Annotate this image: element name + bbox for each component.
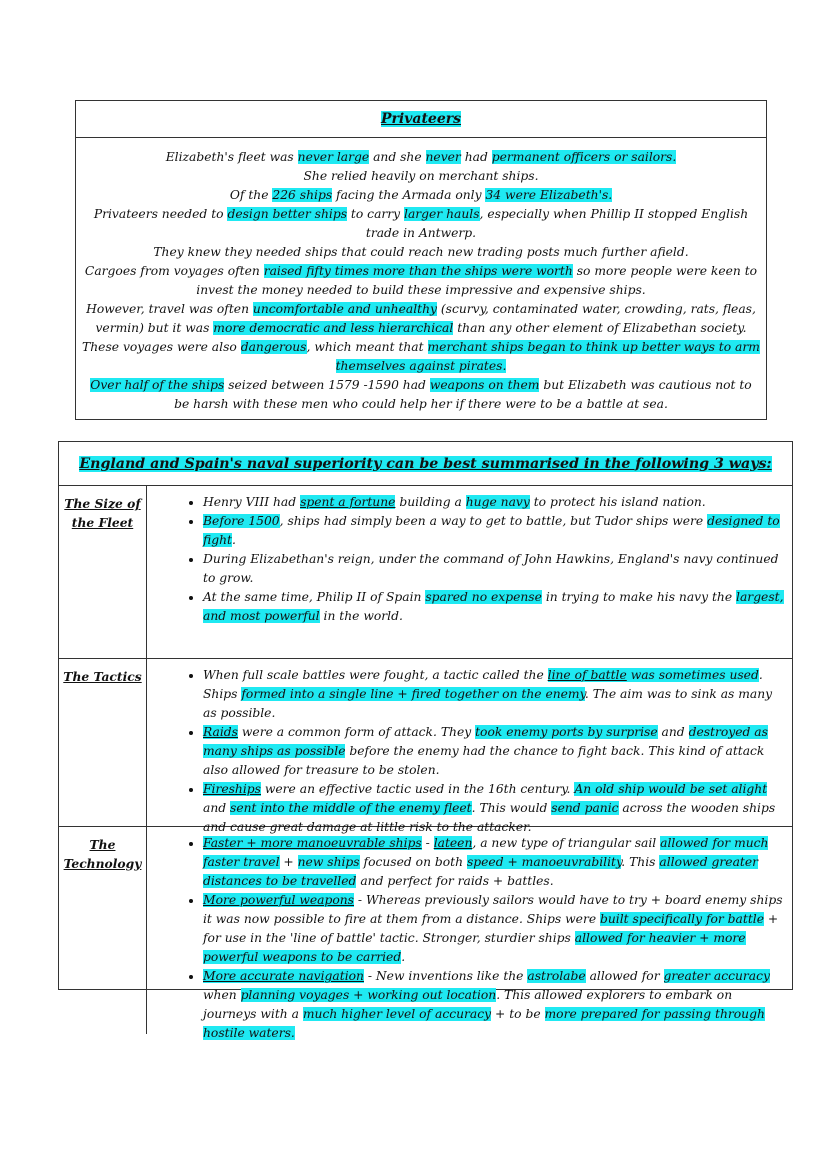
text-segment: before the enemy had the chance to fight back. This kind of attack also allowed for treasure to be stolen. — [203, 744, 765, 777]
highlighted-text: took enemy ports by surprise — [475, 725, 658, 739]
highlighted-text: was sometimes used — [626, 668, 759, 682]
text-segment: and — [203, 801, 231, 815]
list-item — [203, 666, 784, 723]
table-row — [59, 486, 792, 659]
text-segment: to carry — [347, 207, 405, 221]
row-content-cell — [147, 827, 792, 1040]
text-segment: Of the — [229, 188, 273, 202]
row-label: The Tactics — [63, 669, 142, 684]
highlighted-text: send panic — [551, 801, 619, 815]
text-segment: seized between 1579 -1590 had — [224, 378, 430, 392]
highlighted-text: design better ships — [227, 207, 348, 221]
highlighted-text: more democratic and less hierarchical — [213, 321, 454, 335]
privateers-line — [82, 376, 760, 414]
highlighted-text: never large — [297, 150, 370, 164]
list-item — [203, 723, 784, 780]
highlighted-text: planning voyages + working out location — [240, 988, 497, 1002]
text-segment: She relied heavily on merchant ships. — [303, 169, 539, 183]
privateers-line — [82, 338, 760, 376]
highlighted-text: More accurate navigation — [203, 969, 364, 983]
privateers-box — [75, 100, 767, 420]
highlighted-text: designed to fight — [203, 514, 780, 547]
highlighted-text: allowed for heavier + more powerful weapons to be carried — [203, 931, 746, 964]
superiority-header — [59, 442, 792, 486]
privateers-header — [76, 101, 766, 138]
text-segment: . — [231, 533, 236, 547]
highlighted-text: destroyed as many ships as possible — [203, 725, 768, 758]
text-segment: However, travel was often — [86, 302, 253, 316]
text-segment: in the world. — [319, 609, 403, 623]
text-segment: During Elizabethan's reign, under the command of John Hawkins, England's navy continued to grow. — [203, 552, 779, 585]
text-segment: Privateers needed to — [93, 207, 228, 221]
row-content-cell — [147, 486, 792, 658]
text-segment: focused on both — [359, 855, 467, 869]
highlighted-text: Over half of the ships — [90, 378, 225, 392]
text-segment: . This allowed explorers to embark on journeys with a — [203, 988, 733, 1021]
superiority-title: England and Spain's naval superiority can be best summarised in the following 3 ways: — [79, 455, 772, 472]
text-segment: + for use in the 'line of battle' tactic. Stronger, sturdier ships — [203, 912, 779, 945]
highlighted-text: permanent officers or sailors. — [491, 150, 677, 164]
highlighted-text: sent into the middle of the enemy fleet — [230, 801, 472, 815]
privateers-line — [82, 262, 760, 300]
table-row — [59, 659, 792, 834]
text-segment: to protect his island nation. — [529, 495, 706, 509]
text-segment: and she — [369, 150, 426, 164]
bullet-list — [173, 834, 784, 1043]
highlighted-text: Raids — [203, 725, 238, 739]
row-content-cell — [147, 659, 792, 834]
highlighted-text: raised fifty times more than the ships were worth — [263, 264, 573, 278]
text-segment: but Elizabeth was cautious not to be harsh with these men who could help her if there were to be a battle at sea. — [174, 378, 752, 411]
text-segment: . This — [621, 855, 660, 869]
list-item — [203, 493, 784, 512]
text-segment: allowed for — [585, 969, 664, 983]
text-segment: in trying to make his navy the — [541, 590, 737, 604]
text-segment: were a common form of attack. They — [238, 725, 476, 739]
highlighted-text: spared no expense — [425, 590, 542, 604]
text-segment: - New inventions like the — [363, 969, 528, 983]
row-label: The Size of the Fleet — [64, 496, 141, 530]
privateers-line — [82, 300, 760, 338]
highlighted-text: weapons on them — [429, 378, 540, 392]
highlighted-text: Faster + more manoeuvrable ships — [203, 836, 422, 850]
highlighted-text: uncomfortable and unhealthy — [252, 302, 437, 316]
text-segment: Henry VIII had — [203, 495, 301, 509]
list-item — [203, 512, 784, 550]
text-segment: These voyages were also — [82, 340, 241, 354]
text-segment: . The aim was to sink as many as possible. — [203, 687, 773, 720]
text-segment: . Ships — [203, 668, 763, 701]
text-segment: , a new type of triangular sail — [472, 836, 661, 850]
bullet-list — [173, 666, 784, 837]
highlighted-text: huge navy — [465, 495, 530, 509]
highlighted-text: allowed greater distances to be travelled — [203, 855, 759, 888]
highlighted-text: largest, and most powerful — [203, 590, 784, 623]
text-segment: and — [657, 725, 689, 739]
highlighted-text: much higher level of accuracy — [302, 1007, 492, 1021]
privateers-line — [82, 167, 760, 186]
highlighted-text: never — [425, 150, 461, 164]
text-segment: facing the Armada only — [332, 188, 486, 202]
text-segment: When full scale battles were fought, a tactic called the — [203, 668, 548, 682]
text-segment: . — [401, 950, 406, 964]
text-segment: than any other element of Elizabethan society. — [453, 321, 747, 335]
highlighted-text: Before 1500 — [203, 514, 280, 528]
text-segment: , which meant that — [306, 340, 428, 354]
text-segment: They knew they needed ships that could reach new trading posts much further afield. — [153, 245, 689, 259]
highlighted-text: spent a fortune — [300, 495, 396, 509]
privateers-line — [82, 148, 760, 167]
text-segment: + to be — [491, 1007, 545, 1021]
text-segment: - — [421, 836, 434, 850]
privateers-line — [82, 205, 760, 243]
text-segment: when — [203, 988, 241, 1002]
highlighted-text: Fireships — [203, 782, 261, 796]
row-label-cell — [59, 486, 147, 658]
text-segment: , especially when Phillip II stopped English trade in Antwerp. — [365, 207, 749, 240]
superiority-rows — [59, 486, 792, 1040]
text-segment: building a — [395, 495, 466, 509]
row-label-cell — [59, 659, 147, 826]
text-segment: Cargoes from voyages often — [84, 264, 264, 278]
text-segment: and perfect for raids + battles. — [356, 874, 554, 888]
row-label-cell — [59, 827, 147, 1034]
highlighted-text: more prepared for passing through hostile waters. — [203, 1007, 765, 1040]
text-segment: across the wooden ships and cause great damage at little risk to the attacker. — [203, 801, 776, 834]
list-item — [203, 588, 784, 626]
list-item — [203, 891, 784, 967]
superiority-table — [58, 441, 793, 1040]
highlighted-text: 34 were Elizabeth's. — [485, 188, 613, 202]
highlighted-text: formed into a single line + fired together on the enemy — [241, 687, 585, 701]
privateers-line — [82, 186, 760, 205]
text-segment: had — [460, 150, 492, 164]
row-label: The Technology — [63, 837, 142, 871]
text-segment: , ships had simply been a way to get to battle, but Tudor ships were — [279, 514, 708, 528]
text-segment: Elizabeth's fleet was — [165, 150, 298, 164]
privateers-line — [82, 243, 760, 262]
text-segment: . This would — [471, 801, 552, 815]
text-segment: (scurvy, contaminated water, crowding, rats, fleas, vermin) but it was — [95, 302, 756, 335]
list-item — [203, 834, 784, 891]
text-segment: - Whereas previously sailors would have to try + board enemy ships it was now possible to fire at them from a distance. Ships were — [203, 893, 783, 926]
text-segment: were an effective tactic used in the 16th century. — [260, 782, 575, 796]
highlighted-text: larger hauls — [404, 207, 480, 221]
highlighted-text: speed + manoeuvrability — [466, 855, 622, 869]
highlighted-text: lateen — [433, 836, 473, 850]
text-segment: so more people were keen to invest the money needed to build these impressive and expensive ships. — [196, 264, 758, 297]
highlighted-text: new ships — [297, 855, 360, 869]
highlighted-text: More powerful weapons — [203, 893, 354, 907]
highlighted-text: greater accuracy — [663, 969, 770, 983]
highlighted-text: allowed for much faster travel — [203, 836, 769, 869]
highlighted-text: merchant ships began to think up better ways to arm themselves against pirates. — [335, 340, 760, 373]
table-row — [59, 827, 792, 1040]
bullet-list — [173, 493, 784, 626]
privateers-body — [76, 138, 766, 414]
list-item — [203, 967, 784, 1043]
list-item — [203, 550, 784, 588]
highlighted-text: 226 ships — [272, 188, 333, 202]
highlighted-text: line of battle — [547, 668, 627, 682]
privateers-title: Privateers — [381, 111, 461, 127]
highlighted-text: dangerous — [240, 340, 307, 354]
highlighted-text: built specifically for battle — [600, 912, 764, 926]
text-segment: At the same time, Philip II of Spain — [203, 590, 426, 604]
highlighted-text: astrolabe — [527, 969, 586, 983]
highlighted-text: An old ship would be set alight — [574, 782, 768, 796]
text-segment: + — [279, 855, 298, 869]
